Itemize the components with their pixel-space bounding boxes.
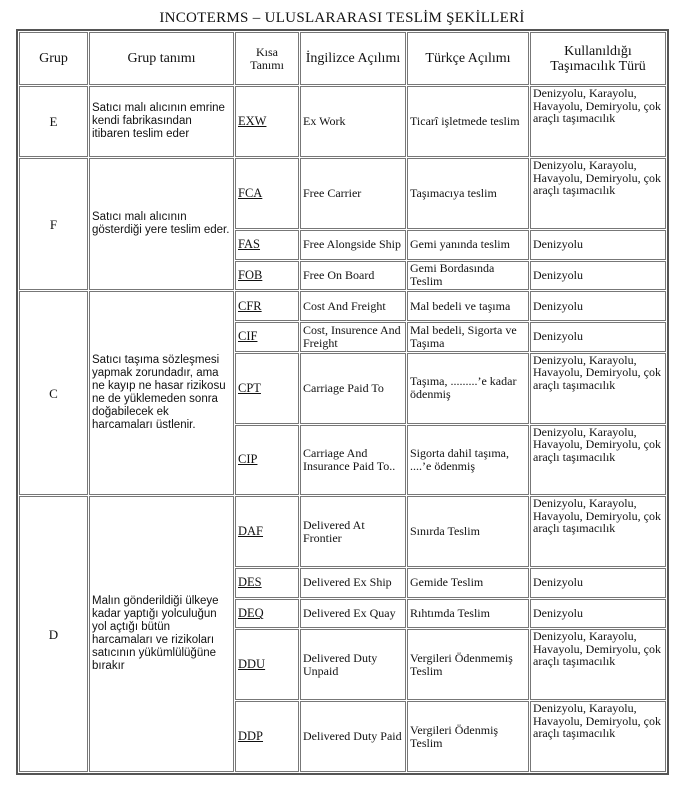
term-transport: Denizyolu, Karayolu, Havayolu, Demiryolu, çok araçlı taşımacılık [530, 86, 666, 157]
term-code: FOB [235, 261, 299, 291]
term-turkish: Sigorta dahil taşıma, ....’e ödenmiş [407, 425, 529, 496]
group-d-desc: Malın gönderildiği ülkeye kadar yaptığı yolculuğun yol açtığı bütün harcamaları ve rizikoları satıcının yükümlülüğüne bırakır [89, 496, 234, 772]
term-transport: Denizyolu [530, 230, 666, 260]
term-english: Carriage Paid To [300, 353, 406, 424]
term-turkish: Sınırda Teslim [407, 496, 529, 567]
term-english: Delivered At Frontier [300, 496, 406, 567]
term-english: Free Carrier [300, 158, 406, 229]
group-e-desc: Satıcı malı alıcının emrine kendi fabrikasından itibaren teslim eder [89, 86, 234, 157]
term-english: Delivered Duty Unpaid [300, 629, 406, 700]
term-code: CIP [235, 425, 299, 496]
term-code: DAF [235, 496, 299, 567]
term-transport: Denizyolu [530, 599, 666, 629]
group-c: C [19, 291, 88, 495]
group-c-desc: Satıcı taşıma sözleşmesi yapmak zorundadır, ama ne kayıp ne hasar rizikosu ne de yüklemeden sonra doğabilecek ek harcamaları üstlenir. [89, 291, 234, 495]
term-code: CIF [235, 322, 299, 352]
term-turkish: Gemi Bordasında Teslim [407, 261, 529, 291]
incoterms-table [16, 29, 669, 775]
term-code: FAS [235, 230, 299, 260]
group-e: E [19, 86, 88, 157]
term-transport: Denizyolu [530, 291, 666, 321]
term-transport: Denizyolu, Karayolu, Havayolu, Demiryolu, çok araçlı taşımacılık [530, 629, 666, 700]
term-transport: Denizyolu, Karayolu, Havayolu, Demiryolu, çok araçlı taşımacılık [530, 701, 666, 772]
term-code: EXW [235, 86, 299, 157]
table-row [19, 86, 666, 157]
term-english: Cost, Insurence And Freight [300, 322, 406, 352]
term-code: CPT [235, 353, 299, 424]
term-turkish: Gemi yanında teslim [407, 230, 529, 260]
term-english: Free Alongside Ship [300, 230, 406, 260]
term-transport: Denizyolu [530, 322, 666, 352]
header-group: Grup [19, 32, 88, 85]
table-row [19, 158, 666, 229]
term-turkish: Vergileri Ödenmemiş Teslim [407, 629, 529, 700]
term-english: Ex Work [300, 86, 406, 157]
header-short: Kısa Tanımı [235, 32, 299, 85]
term-english: Cost And Freight [300, 291, 406, 321]
term-transport: Denizyolu, Karayolu, Havayolu, Demiryolu, çok araçlı taşımacılık [530, 158, 666, 229]
document-title: INCOTERMS – ULUSLARARASI TESLİM ŞEKİLLERİ [159, 10, 525, 26]
term-english: Delivered Ex Quay [300, 599, 406, 629]
term-turkish: Taşıma, .........’e kadar ödenmiş [407, 353, 529, 424]
term-transport: Denizyolu [530, 261, 666, 291]
term-english: Carriage And Insurance Paid To.. [300, 425, 406, 496]
term-turkish: Mal bedeli, Sigorta ve Taşıma [407, 322, 529, 352]
header-english: İngilizce Açılımı [300, 32, 406, 85]
term-turkish: Taşımacıya teslim [407, 158, 529, 229]
table-row [19, 496, 666, 567]
group-f: F [19, 158, 88, 290]
term-turkish: Mal bedeli ve taşıma [407, 291, 529, 321]
header-row [19, 32, 666, 85]
term-transport: Denizyolu [530, 568, 666, 598]
term-turkish: Rıhtımda Teslim [407, 599, 529, 629]
term-code: DEQ [235, 599, 299, 629]
term-turkish: Ticarî işletmede teslim [407, 86, 529, 157]
term-code: DES [235, 568, 299, 598]
header-transport: Kullanıldığı Taşımacılık Türü [530, 32, 666, 85]
term-turkish: Gemide Teslim [407, 568, 529, 598]
group-d: D [19, 496, 88, 772]
term-transport: Denizyolu, Karayolu, Havayolu, Demiryolu, çok araçlı taşımacılık [530, 353, 666, 424]
term-code: FCA [235, 158, 299, 229]
term-english: Delivered Duty Paid [300, 701, 406, 772]
term-english: Free On Board [300, 261, 406, 291]
term-transport: Denizyolu, Karayolu, Havayolu, Demiryolu, çok araçlı taşımacılık [530, 496, 666, 567]
term-code: DDU [235, 629, 299, 700]
term-turkish: Vergileri Ödenmiş Teslim [407, 701, 529, 772]
term-english: Delivered Ex Ship [300, 568, 406, 598]
table-row [19, 291, 666, 321]
term-code: DDP [235, 701, 299, 772]
group-f-desc: Satıcı malı alıcının gösterdiği yere teslim eder. [89, 158, 234, 290]
header-turkish: Türkçe Açılımı [407, 32, 529, 85]
header-group-desc: Grup tanımı [89, 32, 234, 85]
term-transport: Denizyolu, Karayolu, Havayolu, Demiryolu, çok araçlı taşımacılık [530, 425, 666, 496]
term-code: CFR [235, 291, 299, 321]
